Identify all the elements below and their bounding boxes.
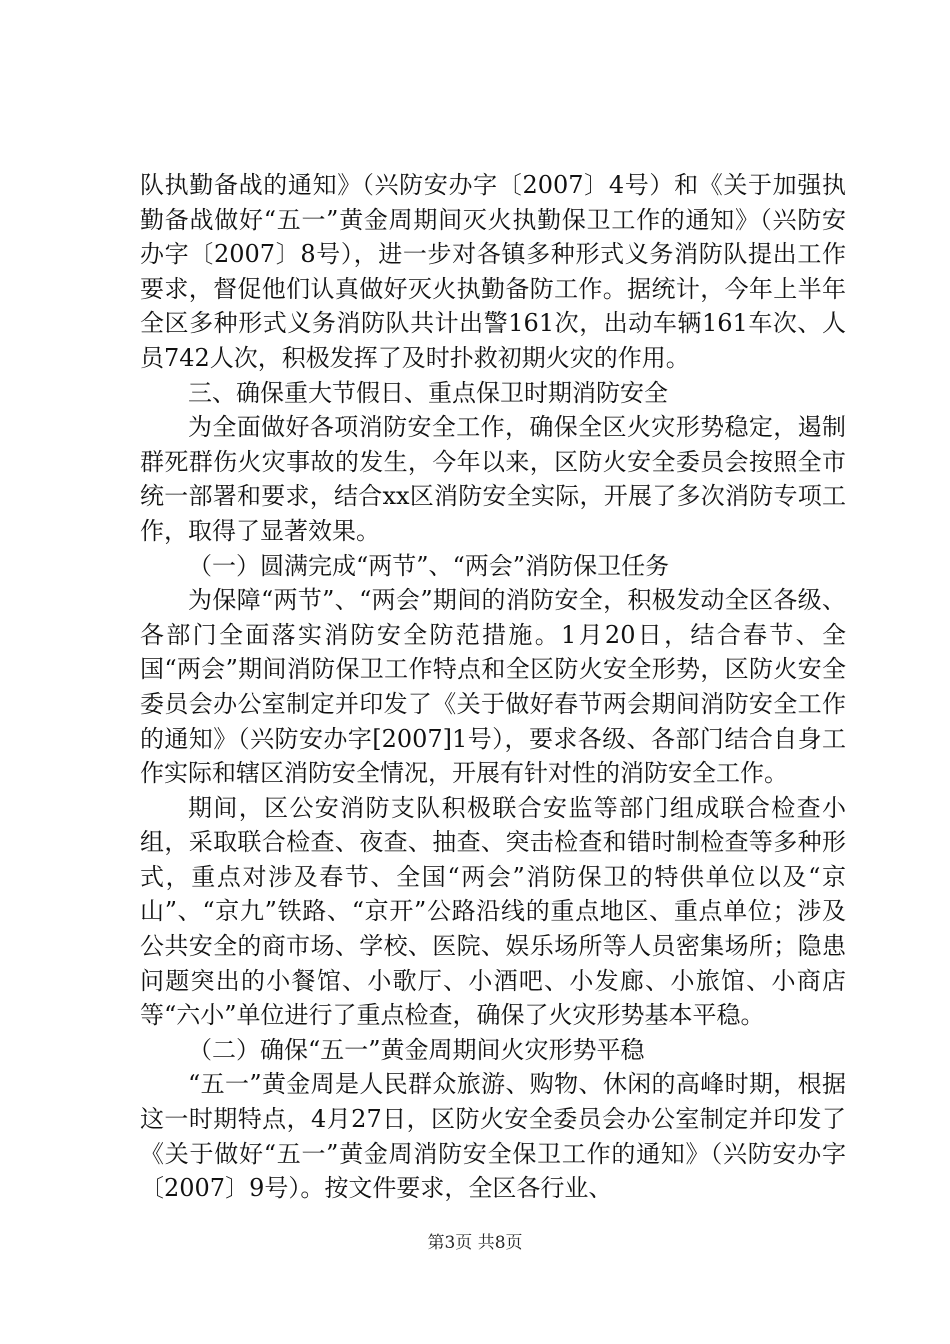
paragraph-inspection: 期间，区公安消防支队积极联合安监等部门组成联合检查小组，采取联合检查、夜查、抽查、突击检查和错时制检查等多种形式，重点对涉及春节、全国“两会”消防保卫的特供单位以及“京山”、“京九”铁路、“京开”公路沿线的重点地区、重点单位；涉及公共安全的商市场、学校、医院、娱乐场所等人员密集场所；隐患问题突出的小餐馆、小歌厅、小酒吧、小发廊、小旅馆、小商店等“六小”单位进行了重点检查，确保了火灾形势基本平稳。 [140, 793, 846, 1030]
page-number-footer: 第3页 共8页 [427, 1233, 523, 1253]
paragraph-continuation: 队执勤备战的通知》（兴防安办字〔2007〕4号）和《关于加强执勤备战做好“五一”黄金周期间灭火执勤保卫工作的通知》（兴防安办字〔2007〕8号），进一步对各镇多种形式义务消防队提出工作要求，督促他们认真做好灭火执勤备防工作。据统计，今年上半年全区多种形式义务消防队共计出警161次，出动车辆161车次、人员742人次，积极发挥了及时扑救初期火灾的作用。 [140, 171, 846, 372]
section-heading-3: 三、确保重大节假日、重点保卫时期消防安全 [188, 378, 668, 407]
subsection-heading-2: （二）确保“五一”黄金周期间火灾形势平稳 [188, 1035, 645, 1064]
subsection-heading-1: （一）圆满完成“两节”、“两会”消防保卫任务 [188, 551, 670, 580]
paragraph-section-intro: 为全面做好各项消防安全工作，确保全区火灾形势稳定，遏制群死群伤火灾事故的发生，今年以来，区防火安全委员会按照全市统一部署和要求，结合xx区消防安全实际，开展了多次消防专项工作，取得了显著效果。 [140, 413, 846, 545]
document-body [140, 168, 846, 1206]
paragraph-golden-week: “五一”黄金周是人民群众旅游、购物、休闲的高峰时期，根据这一时期特点，4月27日，区防火安全委员会办公室制定并印发了《关于做好“五一”黄金周消防安全保卫工作的通知》（兴防安办字〔2007〕9号）。按文件要求，全区各行业、 [140, 1070, 846, 1203]
paragraph-two-sessions: 为保障“两节”、“两会”期间的消防安全，积极发动全区各级、各部门全面落实消防安全防范措施。1月20日，结合春节、全国“两会”期间消防保卫工作特点和全区防火安全形势，区防火安全委员会办公室制定并印发了《关于做好春节两会期间消防安全工作的通知》（兴防安办字[2007]1号），要求各级、各部门结合自身工作实际和辖区消防安全情况，开展有针对性的消防安全工作。 [140, 586, 846, 788]
